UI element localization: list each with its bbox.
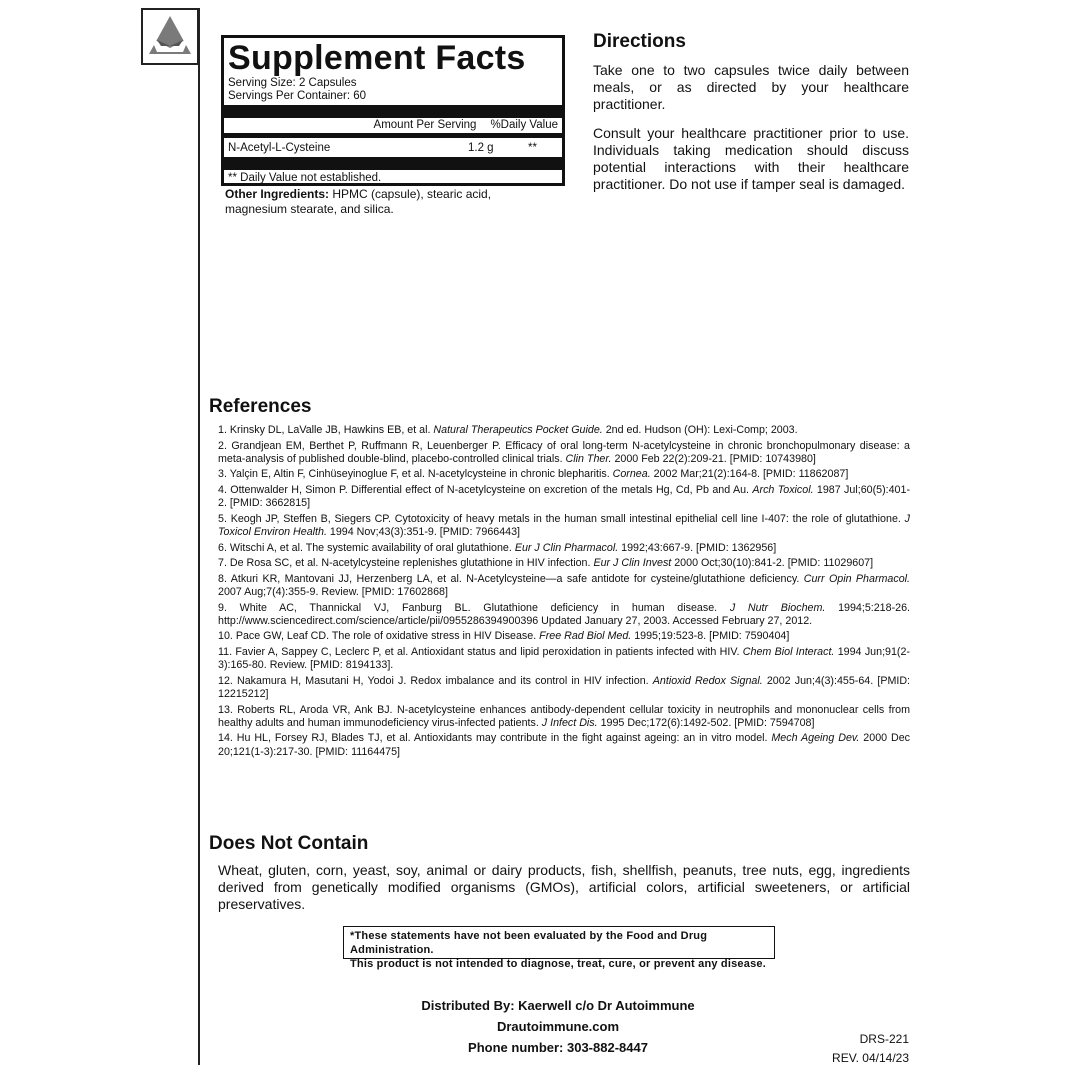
disclaimer-line-2: This product is not intended to diagnose, treat, cure, or prevent any disease.	[350, 958, 766, 970]
amount-per-serving-header: Amount Per Serving	[373, 119, 477, 131]
references-list	[218, 424, 910, 761]
reference-item: 5. Keogh JP, Steffen B, Siegers CP. Cytotoxicity of heavy metals in the human small intestinal epithelial cell line I-407: the role of glutathione. J Toxicol Environ Health. 1994 Nov;43(3):351-9. [PMID: 7966443]	[218, 512, 910, 538]
directions-text	[593, 62, 909, 205]
reference-item: 4. Ottenwalder H, Simon P. Differential effect of N-acetylcysteine on excretion of the metals Hg, Cd, Pb and Au. Arch Toxicol. 1987 Jul;60(5):401-2. [PMID: 3662815]	[218, 483, 911, 510]
facts-header-row	[228, 118, 558, 133]
reference-item: 3. Yalçin E, Altin F, Cinhüseyinoglue F, et al. N-acetylcysteine in chronic blepharitis. Cornea. 2002 Mar;21(2):164-8. [PMID: 11862087]	[218, 468, 849, 481]
other-ingredients	[225, 187, 555, 217]
reference-item: 8. Atkuri KR, Mantovani JJ, Herzenberg LA, et al. N-Acetylcysteine—a safe antidote for cysteine/glutathione deficiency. Curr Opin Pharmacol. 2007 Aug;7(4):355-9. Review. [PMID: 17602868]	[218, 572, 910, 598]
directions-paragraph-2: Consult your healthcare practitioner prior to use. Individuals taking medication should discuss potential interactions with their healthcare practitioner. Do not use if tamper seal is damaged.	[593, 125, 909, 192]
reference-item: 1. Krinsky DL, LaValle JB, Hawkins EB, et al. Natural Therapeutics Pocket Guide. 2nd ed. Hudson (OH): Lexi-Comp; 2003.	[218, 424, 798, 436]
supplement-facts-title: Supplement Facts	[228, 39, 526, 77]
fda-disclaimer	[343, 926, 775, 970]
reference-item: 9. White AC, Thannickal VJ, Fanburg BL. Glutathione deficiency in human disease. J Nutr Biochem. 1994;5:218-26. http://www.sciencedirect.com/science/article/pii/0955286394900396 Updated January 27, 2003. Accessed February 27, 2012.	[218, 601, 910, 627]
references-heading: References	[209, 396, 312, 417]
facts-divider-thick	[224, 105, 562, 118]
distributed-by: Distributed By: Kaerwell c/o Dr Autoimmune	[421, 998, 695, 1013]
supplement-facts-panel	[221, 35, 565, 186]
other-ingredients-text: HPMC (capsule), stearic acid, magnesium stearate, and silica.	[225, 187, 492, 216]
product-code: DRS-221	[859, 1032, 909, 1046]
reference-item: 12. Nakamura H, Masutani H, Yodoi J. Redox imbalance and its control in HIV infection. Antioxid Redox Signal. 2002 Jun;4(3):455-64. [PMID: 12215212]	[218, 674, 911, 700]
ingredient-row	[228, 138, 558, 157]
phone-number: Phone number: 303-882-8447	[468, 1040, 648, 1055]
ingredient-name: N-Acetyl-L-Cysteine	[228, 142, 331, 154]
distributor-info	[400, 995, 716, 1058]
product-code-block	[832, 1030, 909, 1068]
daily-value-header: %Daily Value	[490, 119, 558, 131]
page-divider	[198, 8, 200, 1065]
disclaimer-line-1: *These statements have not been evaluated by the Food and Drug Administration.	[350, 930, 708, 956]
facts-divider-bottom	[224, 157, 562, 170]
reference-item: 10. Pace GW, Leaf CD. The role of oxidative stress in HIV Disease. Free Rad Biol Med. 1995;19:523-8. [PMID: 7590404]	[218, 630, 790, 643]
reference-item: 2. Grandjean EM, Berthet P, Ruffmann R, Leuenberger P. Efficacy of oral long-term N-acetylcysteine in chronic bronchopulmonary disease: a meta-analysis of published double-blind, placebo-controlled clinical trials. Clin Ther. 2000 Feb 22(2):209-21. [PMID: 10743980]	[218, 439, 910, 465]
ingredient-dv: **	[528, 142, 537, 154]
revision-date: REV. 04/14/23	[832, 1051, 909, 1065]
reference-item: 7. De Rosa SC, et al. N-acetylcysteine replenishes glutathione in HIV infection. Eur J Clin Invest 2000 Oct;30(10):841-2. [PMID: 11029607]	[218, 557, 874, 570]
website: Drautoimmune.com	[496, 1019, 620, 1034]
reference-item: 13. Roberts RL, Aroda VR, Ank BJ. N-acetylcysteine enhances antibody-dependent cellular toxicity in neutrophils and mononuclear cells from healthy adults and human immunodeficiency virus-infected patients. J Infect Dis. 1995 Dec;172(6):1492-502. [PMID: 7594708]	[218, 703, 910, 729]
directions-heading: Directions	[593, 31, 686, 52]
brand-logo	[141, 8, 199, 65]
reference-item: 14. Hu HL, Forsey RJ, Blades TJ, et al. Antioxidants may contribute in the fight against ageing: an in vitro model. Mech Ageing Dev. 2000 Dec 20;121(1-3):217-30. [PMID: 11164475]	[218, 732, 910, 758]
daily-value-footnote: ** Daily Value not established.	[228, 172, 382, 184]
servings-per-container: Servings Per Container: 60	[228, 90, 367, 102]
reference-item: 6. Witschi A, et al. The systemic availability of oral glutathione. Eur J Clin Pharmacol. 1992;43:667-9. [PMID: 1362956]	[218, 541, 777, 554]
directions-paragraph-1: Take one to two capsules twice daily between meals, or as directed by your healthcare practitioner.	[593, 62, 909, 112]
ingredient-amount: 1.2 g	[468, 142, 494, 154]
mountain-triangle-logo-icon	[143, 10, 197, 63]
does-not-contain-heading: Does Not Contain	[209, 833, 369, 854]
serving-size: Serving Size: 2 Capsules	[228, 77, 357, 89]
does-not-contain-text: Wheat, gluten, corn, yeast, soy, animal or dairy products, fish, shellfish, peanuts, tree nuts, egg, ingredients derived from genetically modified organisms (GMOs), artificial colors, artificial sweeteners, or artificial preservatives.	[218, 862, 910, 912]
other-ingredients-label: Other Ingredients:	[225, 187, 330, 201]
reference-item: 11. Favier A, Sappey C, Leclerc P, et al. Antioxidant status and lipid peroxidation in patients infected with HIV. Chem Biol Interact. 1994 Jun;91(2-3):165-80. Review. [PMID: 8194133].	[218, 645, 910, 672]
